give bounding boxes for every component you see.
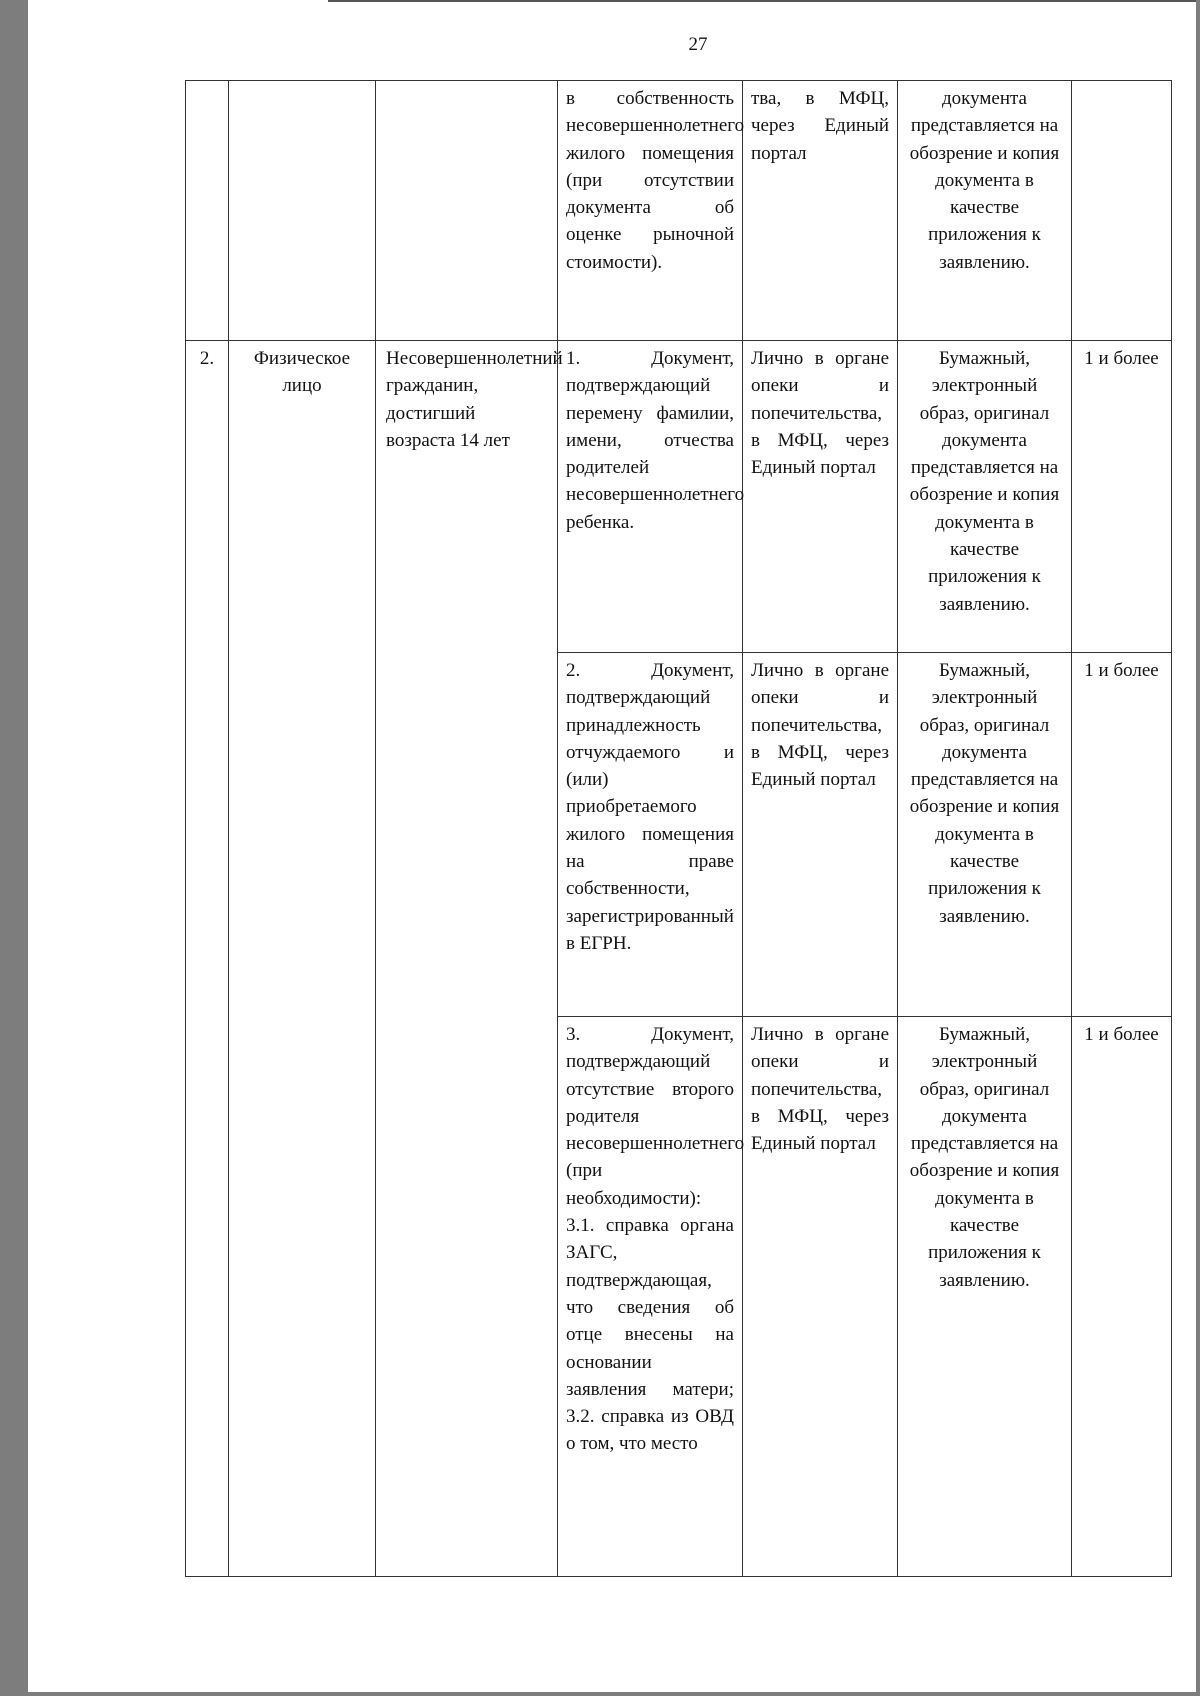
document-page (28, 0, 1196, 1692)
document-form-cell: Бумажный, электронный образ, оригинал документа представляется на обозрение и копия документа в качестве приложения к заявлению. (898, 653, 1072, 1017)
row-number-cell: 2. (186, 341, 229, 1577)
page-number: 27 (688, 34, 708, 55)
document-cell: в собственность несовершеннолетнего жилого помещения (при отсутствии документа об оценке рыночной стоимости). (558, 81, 743, 341)
submission-method-cell: Лично в органе опеки и попечительства, в МФЦ, через Единый портал (743, 653, 898, 1017)
document-cell: 1. Документ, подтверждающий перемену фамилии, имени, отчества родителей несовершеннолетнего ребенка. (558, 341, 743, 653)
document-cell: 2. Документ, подтверждающий принадлежность отчуждаемого и (или) приобретаемого жилого помещения на праве собственности, зарегистрированный в ЕГРН. (558, 653, 743, 1017)
quantity-cell: 1 и более (1072, 1017, 1172, 1577)
page-top-edge (328, 0, 1196, 2)
submission-method-cell: Лично в органе опеки и попечительства, в МФЦ, через Единый портал (743, 341, 898, 653)
representative-cell: Несовершеннолетний гражданин, достигший возраста 14 лет (376, 341, 558, 1577)
row-number-cell (186, 81, 229, 341)
submission-method-cell: тва, в МФЦ, через Единый портал (743, 81, 898, 341)
document-cell: 3. Документ, подтверждающий отсутствие второго родителя несовершеннолетнего (при необходимости): 3.1. справка органа ЗАГС, подтверждающая, что сведения об отце внесены на основании заявления матери; 3.2. справка из ОВД о том, что место (558, 1017, 743, 1577)
documents-table (185, 80, 1172, 1577)
table-row (186, 341, 1172, 653)
table-row (186, 81, 1172, 341)
submission-method-cell: Лично в органе опеки и попечительства, в МФЦ, через Единый портал (743, 1017, 898, 1577)
quantity-cell: 1 и более (1072, 341, 1172, 653)
quantity-cell (1072, 81, 1172, 341)
document-form-cell: Бумажный, электронный образ, оригинал документа представляется на обозрение и копия документа в качестве приложения к заявлению. (898, 341, 1072, 653)
document-form-cell: Бумажный, электронный образ, оригинал документа представляется на обозрение и копия документа в качестве приложения к заявлению. (898, 1017, 1072, 1577)
applicant-category-cell: Физическое лицо (229, 341, 376, 1577)
applicant-category-cell (229, 81, 376, 341)
quantity-cell: 1 и более (1072, 653, 1172, 1017)
document-form-cell: документа представляется на обозрение и копия документа в качестве приложения к заявлению. (898, 81, 1072, 341)
representative-cell (376, 81, 558, 341)
